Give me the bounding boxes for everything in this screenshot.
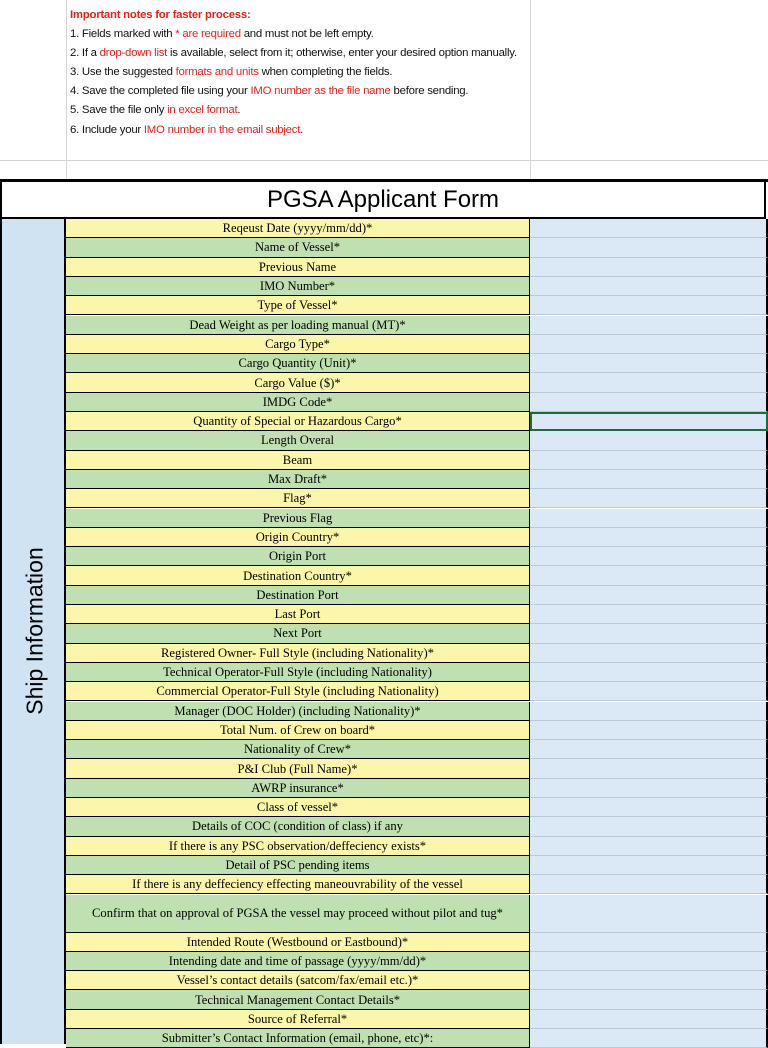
form-row (66, 528, 768, 547)
form-row (66, 258, 768, 277)
form-row (66, 779, 768, 798)
ship-information-section (0, 219, 66, 1044)
note-item (70, 82, 528, 101)
form-row (66, 798, 768, 817)
field-input-cell[interactable] (530, 489, 768, 508)
form-row (66, 817, 768, 836)
field-input-cell[interactable] (530, 817, 768, 836)
field-input-cell[interactable] (530, 393, 768, 412)
note-text: 3. Use the suggested (70, 66, 176, 79)
field-label: P&I Club (Full Name)* (66, 759, 530, 778)
note-item (70, 44, 528, 63)
form-row (66, 586, 768, 605)
field-label: Detail of PSC pending items (66, 856, 530, 875)
form-row (66, 895, 768, 933)
field-label: Cargo Value ($)* (66, 373, 530, 392)
form-row (66, 856, 768, 875)
field-label: Source of Referral* (66, 1010, 530, 1029)
form-row (66, 219, 768, 238)
form-row (66, 663, 768, 682)
form-row (66, 296, 768, 315)
field-input-cell[interactable] (530, 721, 768, 740)
note-text: 1. Fields marked with (70, 28, 176, 41)
important-notes[interactable] (70, 6, 528, 140)
field-input-cell[interactable] (530, 316, 768, 335)
notes-area (0, 0, 768, 178)
note-text: is available, select from it; otherwise, enter your desired option manually. (167, 47, 517, 60)
field-input-cell[interactable] (530, 702, 768, 721)
field-input-cell[interactable] (530, 566, 768, 585)
note-highlight: in excel format (167, 104, 238, 117)
form-row (66, 393, 768, 412)
grid-line (66, 0, 67, 178)
form-row (66, 605, 768, 624)
note-text: when completing the fields. (258, 66, 393, 79)
field-label: Destination Port (66, 586, 530, 605)
notes-header: Important notes for faster process: (70, 9, 251, 21)
field-label: Next Port (66, 624, 530, 643)
form-row (66, 451, 768, 470)
form-row (66, 489, 768, 508)
form-row (66, 509, 768, 528)
note-text: 6. Include your (70, 123, 144, 136)
form-row (66, 952, 768, 971)
field-label: Max Draft* (66, 470, 530, 489)
field-input-cell[interactable] (530, 586, 768, 605)
form-row (66, 412, 768, 431)
field-input-cell[interactable] (530, 528, 768, 547)
field-label: If there is any deffeciency effecting maneouvrability of the vessel (66, 875, 530, 894)
field-label: Total Num. of Crew on board* (66, 721, 530, 740)
form-row (66, 547, 768, 566)
field-input-cell[interactable] (530, 740, 768, 759)
field-input-cell[interactable] (530, 875, 768, 894)
note-highlight: formats and units (175, 66, 259, 79)
field-label: IMO Number* (66, 277, 530, 296)
field-input-cell[interactable] (530, 779, 768, 798)
form-row (66, 373, 768, 392)
field-label: Intending date and time of passage (yyyy/mm/dd)* (66, 952, 530, 971)
form-row (66, 566, 768, 585)
field-label: If there is any PSC observation/deffeciency exists* (66, 837, 530, 856)
field-input-cell[interactable] (530, 952, 768, 971)
note-text: before sending. (390, 85, 469, 98)
field-input-cell[interactable] (530, 509, 768, 528)
form-row (66, 933, 768, 952)
field-label: AWRP insurance* (66, 779, 530, 798)
field-label: Origin Country* (66, 528, 530, 547)
form-row (66, 875, 768, 894)
form-row (66, 1010, 768, 1029)
field-label: Destination Country* (66, 566, 530, 585)
form-row (66, 644, 768, 663)
field-input-cell[interactable] (530, 798, 768, 817)
form-row (66, 971, 768, 990)
field-input-cell[interactable] (530, 1029, 768, 1048)
field-input-cell[interactable] (530, 258, 768, 277)
form-row (66, 354, 768, 373)
section-label: Ship Information (21, 547, 48, 715)
field-input-cell[interactable] (530, 856, 768, 875)
field-label: Previous Flag (66, 509, 530, 528)
field-label: Reqeust Date (yyyy/mm/dd)* (66, 219, 530, 238)
field-label: IMDG Code* (66, 393, 530, 412)
field-input-cell[interactable] (530, 451, 768, 470)
note-item (70, 101, 528, 120)
field-input-cell[interactable] (530, 412, 768, 431)
form-title: PGSA Applicant Form (0, 182, 766, 219)
form-row (66, 990, 768, 1009)
field-input-cell[interactable] (530, 296, 768, 315)
field-input-cell[interactable] (530, 219, 768, 238)
field-label: Details of COC (condition of class) if any (66, 817, 530, 836)
notes-list (70, 25, 528, 140)
note-text: 4. Save the completed file using your (70, 85, 251, 98)
form-row (66, 682, 768, 701)
field-input-cell[interactable] (530, 354, 768, 373)
form-row (66, 470, 768, 489)
form-row (66, 316, 768, 335)
field-input-cell[interactable] (530, 277, 768, 296)
note-highlight: drop-down list (99, 47, 168, 60)
note-item (70, 63, 528, 82)
field-label: Confirm that on approval of PGSA the vessel may proceed without pilot and tug* (66, 895, 530, 933)
field-label: Registered Owner- Full Style (including Nationality)* (66, 644, 530, 663)
field-input-cell[interactable] (530, 373, 768, 392)
note-highlight: IMO number as the file name (250, 85, 391, 98)
field-input-cell[interactable] (530, 663, 768, 682)
field-label: Last Port (66, 605, 530, 624)
field-label: Technical Operator-Full Style (including Nationality) (66, 663, 530, 682)
note-highlight: * are required (175, 28, 241, 41)
field-label: Vessel’s contact details (satcom/fax/email etc.)* (66, 971, 530, 990)
field-input-cell[interactable] (530, 837, 768, 856)
field-label: Type of Vessel* (66, 296, 530, 315)
field-label: Length Overal (66, 431, 530, 450)
form-row (66, 277, 768, 296)
note-item (70, 121, 528, 140)
field-label: Submitter’s Contact Information (email, phone, etc)*: (66, 1029, 530, 1048)
form-row (66, 702, 768, 721)
field-label: Previous Name (66, 258, 530, 277)
field-input-cell[interactable] (530, 547, 768, 566)
field-label: Flag* (66, 489, 530, 508)
pgsa-form (0, 179, 768, 1046)
field-label: Origin Port (66, 547, 530, 566)
form-row (66, 431, 768, 450)
field-label: Intended Route (Westbound or Eastbound)* (66, 933, 530, 952)
form-row (66, 837, 768, 856)
field-input-cell[interactable] (530, 605, 768, 624)
note-text: and must not be left empty. (240, 28, 374, 41)
form-row (66, 740, 768, 759)
field-label: Manager (DOC Holder) (including Nationality)* (66, 702, 530, 721)
note-text: 2. If a (70, 47, 100, 60)
field-input-cell[interactable] (530, 971, 768, 990)
field-label: Commercial Operator-Full Style (including Nationality) (66, 682, 530, 701)
grid-line (530, 0, 531, 178)
field-input-cell[interactable] (530, 238, 768, 257)
form-row (66, 1029, 768, 1048)
note-item (70, 25, 528, 44)
field-label: Name of Vessel* (66, 238, 530, 257)
form-row (66, 238, 768, 257)
form-row (66, 759, 768, 778)
field-label: Nationality of Crew* (66, 740, 530, 759)
form-row (66, 721, 768, 740)
note-text: . (237, 104, 241, 117)
field-input-cell[interactable] (530, 682, 768, 701)
field-label: Class of vessel* (66, 798, 530, 817)
grid-line (0, 160, 768, 161)
note-text: 5. Save the file only (70, 104, 168, 117)
field-label: Technical Management Contact Details* (66, 990, 530, 1009)
field-input-cell[interactable] (530, 470, 768, 489)
field-input-cell[interactable] (530, 933, 768, 952)
field-label: Cargo Type* (66, 335, 530, 354)
field-input-cell[interactable] (530, 1010, 768, 1029)
field-input-cell[interactable] (530, 431, 768, 450)
field-label: Quantity of Special or Hazardous Cargo* (66, 412, 530, 431)
field-input-cell[interactable] (530, 895, 768, 933)
field-label: Dead Weight as per loading manual (MT)* (66, 316, 530, 335)
field-label: Beam (66, 451, 530, 470)
note-text: . (300, 123, 304, 136)
field-label: Cargo Quantity (Unit)* (66, 354, 530, 373)
field-input-cell[interactable] (530, 644, 768, 663)
note-highlight: IMO number in the email subject (143, 123, 301, 136)
field-input-cell[interactable] (530, 759, 768, 778)
form-row (66, 624, 768, 643)
field-input-cell[interactable] (530, 335, 768, 354)
form-row (66, 335, 768, 354)
field-input-cell[interactable] (530, 624, 768, 643)
field-input-cell[interactable] (530, 990, 768, 1009)
